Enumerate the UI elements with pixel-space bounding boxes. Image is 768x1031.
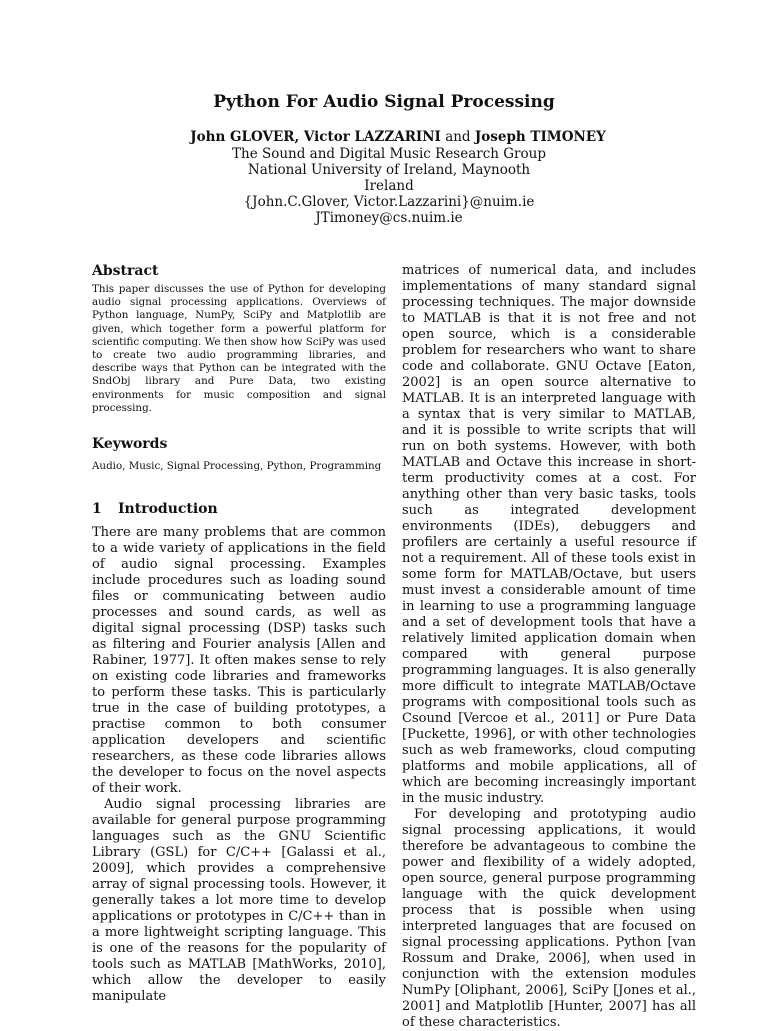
introduction-right-body — [402, 263, 696, 1031]
affiliation-email-2: JTimoney@cs.nuim.ie — [315, 210, 463, 226]
section-title: Introduction — [118, 501, 218, 517]
paper-title: Python For Audio Signal Processing — [213, 92, 555, 112]
abstract-heading: Abstract — [92, 263, 159, 279]
abstract-body — [92, 283, 386, 415]
intro-paragraph-3: matrices of numerical data, and includes implementations of many standard signal processing techniques. The major downside to MATLAB is that it is not free and not open source, which is a considerable problem for researchers who want to share code and collaborate. GNU Octave [Eaton, 2002] is an open source alternative to MATLAB. It is an interpreted language with a syntax that is very similar to MATLAB, and it is possible to write scripts that will run on both systems. However, with both MATLAB and Octave this increase in short-term productivity comes at a cost. For anything other than very basic tasks, tools such as integrated development environments (IDEs), debuggers and profilers are certainly a useful resource if not a requirement. All of these tools exist in some form for MATLAB/Octave, but users must invest a considerable amount of time in learning to use a programming language and a set of development tools that have a relatively limited application domain when compared with general purpose programming languages. It is also generally more difficult to integrate MATLAB/Octave programs with compositional tools such as Csound [Vercoe et al., 2011] or Pure Data [Puckette, 1996], or with other technologies such as web frameworks, cloud computing platforms and mobile applications, all of which are becoming increasingly important in the music industry. — [402, 263, 696, 806]
intro-paragraph-1: There are many problems that are common to a wide variety of applications in the field of audio signal processing. Examples include procedures such as loading sound files or communicating between audio processes and sound cards, as well as digital signal processing (DSP) tasks such as filtering and Fourier analysis [Allen and Rabiner, 1977]. It often makes sense to rely on existing code libraries and frameworks to perform these tasks. This is particularly true in the case of building prototypes, a practise common to both consumer application developers and scientific researchers, as these code libraries allows the developer to focus on the novel aspects of their work. — [92, 525, 386, 796]
section-number: 1 — [92, 501, 102, 517]
affiliation-university: National University of Ireland, Maynooth — [247, 162, 531, 178]
abstract-text: This paper discusses the use of Python for developing audio signal processing applications. Overviews of Python language, NumPy, SciPy and Matplotlib are given, which together form a powerful platform for scientific computing. We then show how SciPy was used to create two audio programming libraries, and describe ways that Python can be integrated with the SndObj library and Pure Data, two existing environments for music composition and signal processing. — [92, 283, 386, 414]
author-names-1: John GLOVER, Victor LAZZARINI — [190, 129, 441, 145]
affiliation-country: Ireland — [364, 178, 414, 194]
keywords-body — [92, 460, 386, 473]
intro-paragraph-4: For developing and prototyping audio signal processing applications, it would therefore be advantageous to combine the power and flexibility of a widely adopted, open source, general purpose programming language with the quick development process that is possible when using interpreted languages that are focused on signal processing applications. Python [van Rossum and Drake, 2006], when used in conjunction with the extension modules NumPy [Oliphant, 2006], SciPy [Jones et al., 2001] and Matplotlib [Hunter, 2007] has all of these characteristics. — [402, 807, 696, 1030]
intro-paragraph-2: Audio signal processing libraries are available for general purpose programming languages such as the GNU Scientific Library (GSL) for C/C++ [Galassi et al., 2009], which provides a comprehensive array of signal processing tools. However, it generally takes a lot more time to develop applications or prototypes in C/C++ than in a more lightweight scripting language. This is one of the reasons for the popularity of tools such as MATLAB [MathWorks, 2010], which allow the developer to easily manipulate — [92, 797, 386, 1004]
keywords-text: Audio, Music, Signal Processing, Python, Programming — [92, 460, 382, 472]
keywords-heading: Keywords — [92, 436, 168, 452]
author-names-2: Joseph TIMONEY — [474, 129, 606, 145]
affiliation-group: The Sound and Digital Music Research Group — [232, 146, 546, 162]
author-line — [0, 129, 768, 145]
author-conjunction: and — [445, 129, 471, 145]
introduction-left-body — [92, 525, 386, 1005]
introduction-heading — [92, 501, 218, 517]
affiliation-email-1: {John.C.Glover, Victor.Lazzarini}@nuim.ie — [243, 194, 535, 210]
